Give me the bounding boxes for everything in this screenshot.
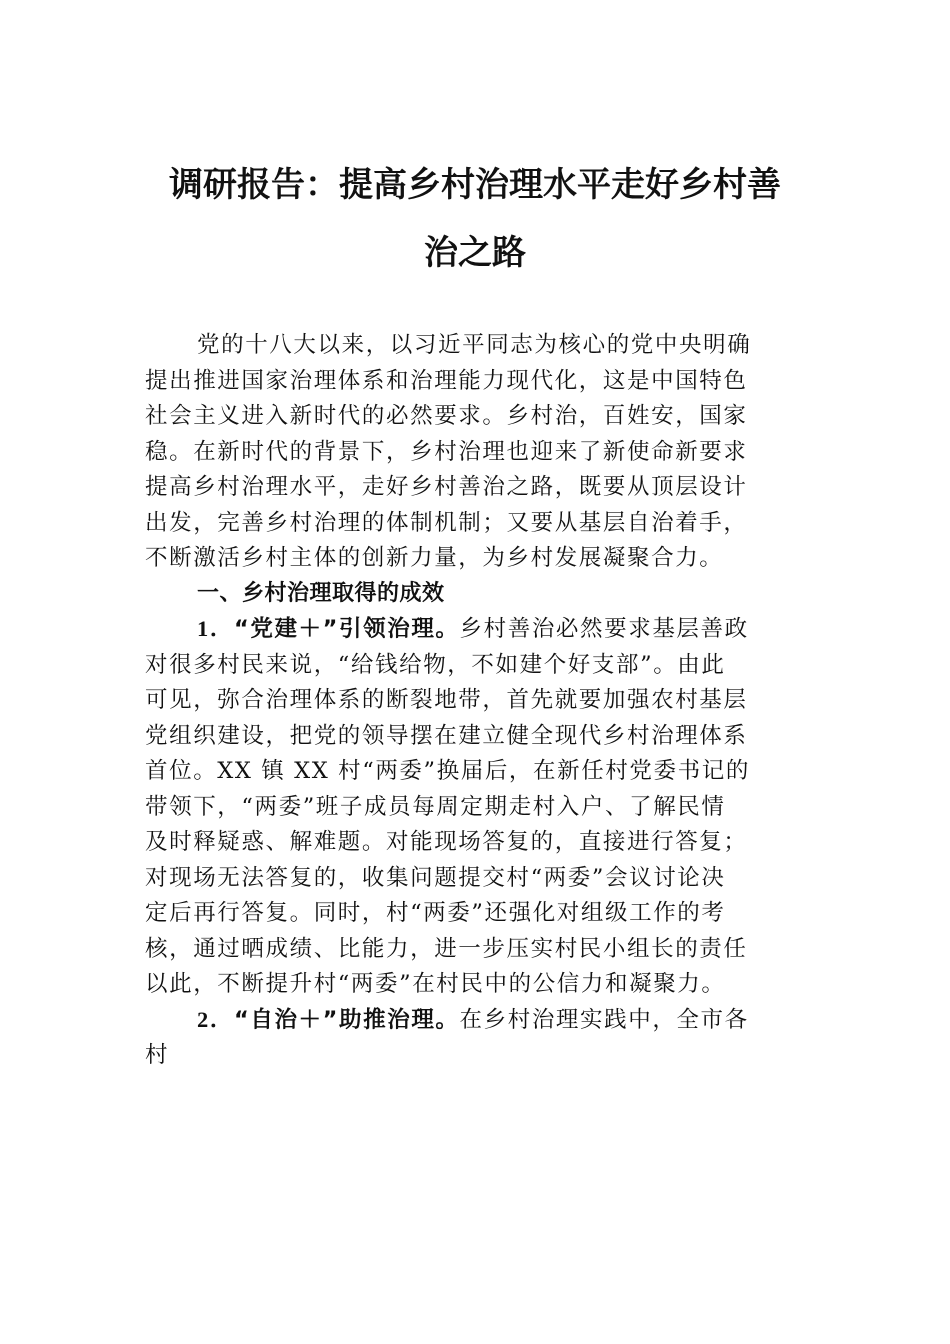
item-1-line: 带领下，“两委”班子成员每周定期走村入户、了解民情 (145, 793, 726, 820)
item-2-lead: “自治＋”助推治理。 (233, 1006, 460, 1033)
item-1-number: 1． (197, 616, 234, 641)
item-2-number: 2． (197, 1006, 234, 1032)
item-2-text: 在乡村治理实践中，全市各 (459, 1006, 749, 1033)
intro-line: 社会主义进入新时代的必然要求。乡村治，百姓安，国家 (145, 403, 748, 429)
item-1-line: 可见，弥合治理体系的断裂地带，首先就要加强农村基层 (145, 687, 748, 713)
section-heading: 一、乡村治理取得的成效 (197, 580, 445, 606)
intro-line: 出发，完善乡村治理的体制机制；又要从基层自治着手， (145, 509, 748, 536)
item-2-first-line (197, 1002, 749, 1038)
item-1-line: 核，通过晒成绩、比能力，进一步压实村民小组长的责任 (145, 935, 748, 962)
item-1-line: 定后再行答复。同时，村“两委”还强化对组级工作的考 (145, 900, 726, 926)
item-1-line: 及时释疑惑、解难题。对能现场答复的，直接进行答复； (145, 829, 748, 855)
intro-line: 提出推进国家治理体系和治理能力现代化，这是中国特色 (145, 367, 748, 394)
intro-line: 党的十八大以来，以习近平同志为核心的党中央明确 (197, 332, 752, 358)
item-1-line: 党组织建设，把党的领导摆在建立健全现代乡村治理体系 (145, 722, 748, 749)
item-1-line: 首位。XX 镇 XX 村“两委”换届后，在新任村党委书记的 (145, 758, 750, 784)
item-1-line: 对很多村民来说，“给钱给物，不如建个好支部”。由此 (145, 651, 726, 678)
item-1-line: 以此，不断提升村“两委”在村民中的公信力和凝聚力。 (145, 971, 726, 997)
document-title-line-2: 治之路 (424, 233, 526, 273)
item-1-first-line (197, 611, 749, 647)
item-1-line: 对现场无法答复的，收集问题提交村“两委”会议讨论决 (145, 864, 726, 891)
intro-line: 不断激活乡村主体的创新力量，为乡村发展凝聚合力。 (145, 545, 724, 571)
intro-line: 提高乡村治理水平，走好乡村善治之路，既要从顶层设计 (145, 474, 748, 500)
item-1-lead: “党建＋”引领治理。 (233, 616, 460, 642)
item-1-text: 乡村善治必然要求基层善政 (459, 616, 749, 642)
intro-line: 稳。在新时代的背景下，乡村治理也迎来了新使命新要求 (145, 438, 748, 465)
document-title-line-1: 调研报告：提高乡村治理水平走好乡村善 (169, 165, 781, 205)
item-2-line: 村 (145, 1042, 170, 1068)
